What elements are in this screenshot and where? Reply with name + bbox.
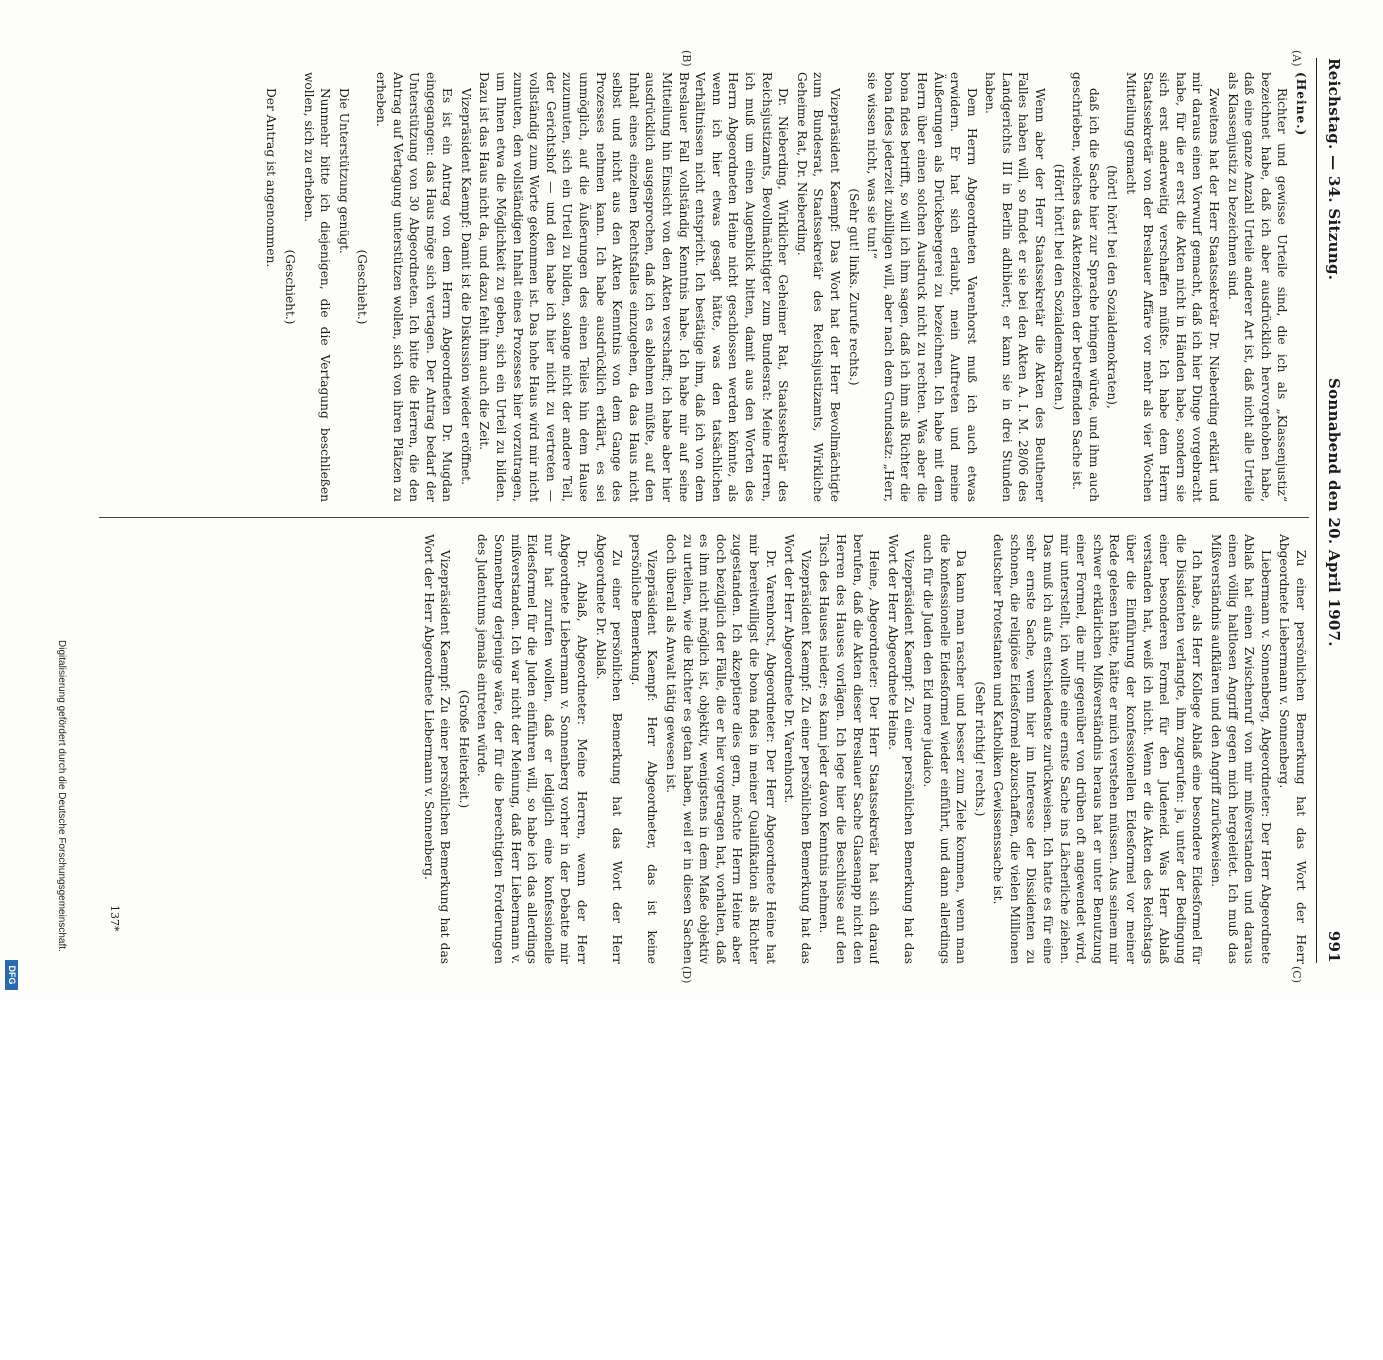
margin-marker-a: (A): [1290, 50, 1303, 67]
right-column: [99, 534, 1309, 964]
paragraph: (Heine.): [1294, 72, 1308, 137]
interjection: (hört! hört! bei den Sozialdemokraten),: [1105, 165, 1120, 409]
digitization-note: Digitalisierung gefördert durch die Deutsche Forschungsgemeinschaft.: [56, 640, 67, 952]
interjection: (Große Heiterkeit.): [456, 689, 471, 809]
paragraph: Zu einer persönlichen Bemerkung hat das Wort der Herr Abgeordnete Dr. Ablaß.: [593, 534, 625, 964]
signature-mark: 137*: [108, 905, 121, 932]
column-divider: [99, 517, 1309, 518]
paragraph: Dr. Nieberding, Wirklicher Geheimer Rat, Staatssekretär des Reichsjustizamts, Bevollmächtigter zum Bundesrat: Meine Herren, ich muß um einen Augenblick bitten, damit aus den Worten des Herrn Abgeordneten Heine nicht geschlossen werden könnte, als wenn ich hier etwas gesagt hätte, was den tatsächlichen Verhältnissen nicht entspricht. Ich bestätige ihm, daß ich von dem Breslauer Fall vollständig Kenntnis habe. Ich habe mir auf seine Mitteilung hin Einsicht von den Akten verschafft; ich habe aber hier ausdrücklich ausgesprochen, daß ich es ablehnen müßte, auf den Inhalt eines einzelnen Rechtsfalles einzugehen, da das Haus nicht selbst und nicht aus den Akten Kenntnis von dem Gange des Prozesses nehmen kann. Ich habe ausdrücklich erklärt, es sei unmöglich, auf die Äußerungen des einen Teiles hin dem Hause zuzumuten, sich ein Urteil zu bilden, solange nicht der andere Teil, der Gerichtshof — und den habe ich hier nicht zu vertreten — vollständig zum Worte gekommen ist. Das hohe Haus wird mir nicht zumuten, den vollständigen Inhalt eines Prozesses hier vorzutragen, um Ihnen etwa die Möglichkeit zu geben, sich ein Urteil zu bilden. Dazu ist das Haus nicht da, und dazu fehlt ihm auch die Zeit.: [477, 72, 791, 502]
paragraph: Dr. Ablaß, Abgeordneter: Meine Herren, wenn der Herr Abgeordnete Liebermann v. Sonnenberg vorher in der Debatte mir nur hat zurufen wollen, daß er lediglich eine konfessionelle Eidesformel für die Juden einführen will, so habe ich das allerdings mißverstanden. Ich war nicht der Meinung, daß Herr Liebermann v. Sonnenberg derjenige wäre, der für die berechtigten Forderungen des Judentums jemals eintreten würde.: [475, 534, 590, 964]
paragraph: Richter und gewisse Urteile sind, die ich als „Klassenjustiz“ bezeichnet habe, daß ich aber ausdrücklich hervorgehoben habe, daß eine ganze Anzahl Urteile anderer Art ist, daß nicht alle Urteile als Klassenjustiz zu bezeichnen sind.: [1225, 72, 1290, 502]
header-session: Reichstag. — 34. Sitzung.: [1325, 58, 1343, 281]
interjection: (Sehr gut! links. Zurufe rechts.): [846, 188, 861, 386]
paragraph: Nunmehr bitte ich diejenigen, die die Vertagung beschließen wollen, sich zu erheben.: [301, 72, 333, 502]
paragraph: Vizepräsident Kaempf: Herr Abgeordneter, das ist keine persönliche Bemerkung.: [628, 534, 660, 964]
paragraph: Liebermann v. Sonnenberg, Abgeordneter: Der Herr Abgeordnete Ablaß hat einen Zwischenruf von mir mißverstanden und daraus einen völlig haltlosen Angriff gegen mich hergeleitet. Ich muß das Mißverständnis aufklären und den Angriff zurückweisen.: [1209, 534, 1273, 964]
interjection: (Hört! hört! bei den Sozialdemokraten.): [1051, 163, 1066, 411]
paragraph: Vizepräsident Kaempf: Zu einer persönlichen Bemerkung hat das Wort der Herr Abgeordnete Liebermann v. Sonnenberg.: [421, 534, 453, 964]
paragraph: Vizepräsident Kaempf: Das Wort hat der Herr Bevollmächtigte zum Bundesrat, Staatssekretär des Reichsjustizamts, Wirkliche Geheime Rat, Dr. Nieberding.: [794, 72, 842, 502]
paragraph: Vizepräsident Kaempf: Damit ist die Diskussion wieder eröffnet.: [458, 88, 473, 485]
paragraph: Ich habe, als Herr Kollege Ablaß eine besondere Eidesformel für die Dissidenten verlangte, ihm zugerufen: ja, unter der Bedingung einer besonderen Formel für den Judeneid. Was Herr Ablaß verstanden hat, weiß ich nicht. Wenn er die Akten des Reichstags über die Einführung der konfessionellen Eidesformel vor meiner Rede gelesen hätte, hätte er mich verstehen müssen. Aus seinem mir schwer erklärlichen Mißverständnis heraus hat er unter Benutzung einer Formel, die mir gegenüber von drüben oft angewendet wird, mir unterstellt, ich wollte eine ernste Sache ins Lächerliche ziehen. Das muß ich aufs entschiedenste zurückweisen. Ich hatte es für eine sehr ernste Sache, wenn hier im Interesse der Dissidenten zu schonen, die religiöse Eidesformel abzuschaffen, die vielen Millionen deutscher Protestanten und Katholiken Gewissenssache ist.: [991, 534, 1205, 964]
paragraph: Wenn aber der Herr Staatssekretär die Akten des Beuthener Falles haben will, so findet er sie bei den Akten A. I. M. 28/06 des Landgerichts III in Berlin adhibiert; er kann sie in drei Stunden haben.: [983, 72, 1048, 502]
paragraph: Es ist ein Antrag von dem Herrn Abgeordneten Dr. Mugdan eingegangen: das Haus möge sich vertagen. Der Antrag bedarf der Unterstützung von 30 Abgeordneten. Ich bitte die Herren, die den Antrag auf Vertagung unterstützen wollen, sich von ihren Plätzen zu erheben.: [373, 72, 455, 502]
dfg-logo: DFG: [5, 960, 18, 990]
paragraph: Zweitens hat der Herr Staatssekretär Dr. Nieberding erklärt und mir daraus einen Vorwurf gemacht, daß ich hier Dinge vorgebracht habe, für die er erst die Akten nicht in Händen habe, sondern sie sich erst anderweitig verschaffen müßte. Ich habe dem Herrn Staatssekretär von der Breslauer Affäre vor mehr als vier Wochen Mitteilung gemacht: [1124, 72, 1222, 502]
paragraph: Vizepräsident Kaempf: Zu einer persönlichen Bemerkung hat das Wort der Herr Abgeordnete Dr. Varenhorst.: [782, 534, 813, 964]
margin-marker-c: (C): [1290, 966, 1303, 983]
header-rule: [1316, 58, 1317, 963]
interjection: (Sehr richtig! rechts.): [972, 681, 987, 817]
page-header: [1317, 48, 1349, 963]
paragraph: Da kann man rascher und besser zum Ziele kommen, wenn man die konfessionelle Eidesformel wieder einführt, und dann allerdings auch für die Juden den Eid more judaico.: [920, 534, 969, 964]
paragraph: Dr. Varenhorst, Abgeordneter: Der Herr Abgeordnete Heine hat mir bereitwilligst die bona fides in meiner Qualifikation als Richter zugestanden. Ich akzeptiere dies gern, möchte Herrn Heine aber doch bezüglich der Fälle, die er hier vorgetragen hat, vorhalten, daß es ihm nicht möglich ist, objektiv, wenigstens in dem Maße objektiv zu urteilen, wie die Richter es getan haben, weil er in diesen Sachen doch überall als Anwalt tätig gewesen ist.: [664, 534, 778, 964]
header-date: Sonnabend den 20. April 1907.: [1325, 378, 1343, 647]
paragraph: daß ich die Sache hier zur Sprache bringen würde, und ihm auch geschrieben, welches das Aktenzeichen der betreffenden Sache ist.: [1070, 72, 1101, 502]
paragraph: Der Antrag ist angenommen.: [264, 88, 279, 268]
margin-marker-d: (D): [680, 966, 693, 984]
interjection: (Geschieht.): [282, 249, 297, 325]
paragraph: Dem Herrn Abgeordneten Varenhorst muß ich auch etwas erwidern. Er hat sich erlaubt, mein Auftreten und meine Äußerungen als Drückebergerei zu bezeichnen. Ich habe mit dem Herrn über einen solchen Ausdruck nicht zu rechten. Was aber die bona fides betrifft, so will ich ihm sagen, daß ich ihm als Richter die bona fides jederzeit zubilligen will, aber nach dem Grundsatz: „Herr, sie wissen nicht, was sie tun!“: [865, 72, 979, 502]
left-column: [99, 72, 1309, 502]
paragraph: Die Unterstützung genügt.: [336, 88, 351, 254]
paragraph: Heine, Abgeordneter: Der Herr Staatssekretär hat sich darauf berufen, daß die Akten dieser Breslauer Sache Glasenapp nicht den Herren des Hauses vorlägen. Ich lege hier die Beschlüsse auf den Tisch des Hauses nieder; es kann jeder davon Kenntnis nehmen.: [817, 534, 882, 964]
margin-marker-b: (B): [680, 50, 693, 67]
paragraph: Zu einer persönlichen Bemerkung hat das Wort der Herr Abgeordnete Liebermann v. Sonnenberg.: [1277, 534, 1308, 964]
paragraph: Vizepräsident Kaempf: Zu einer persönlichen Bemerkung hat das Wort der Herr Abgeordnete Heine.: [885, 534, 917, 964]
interjection: (Geschieht.): [355, 249, 370, 325]
page-number: 991: [1325, 930, 1343, 963]
